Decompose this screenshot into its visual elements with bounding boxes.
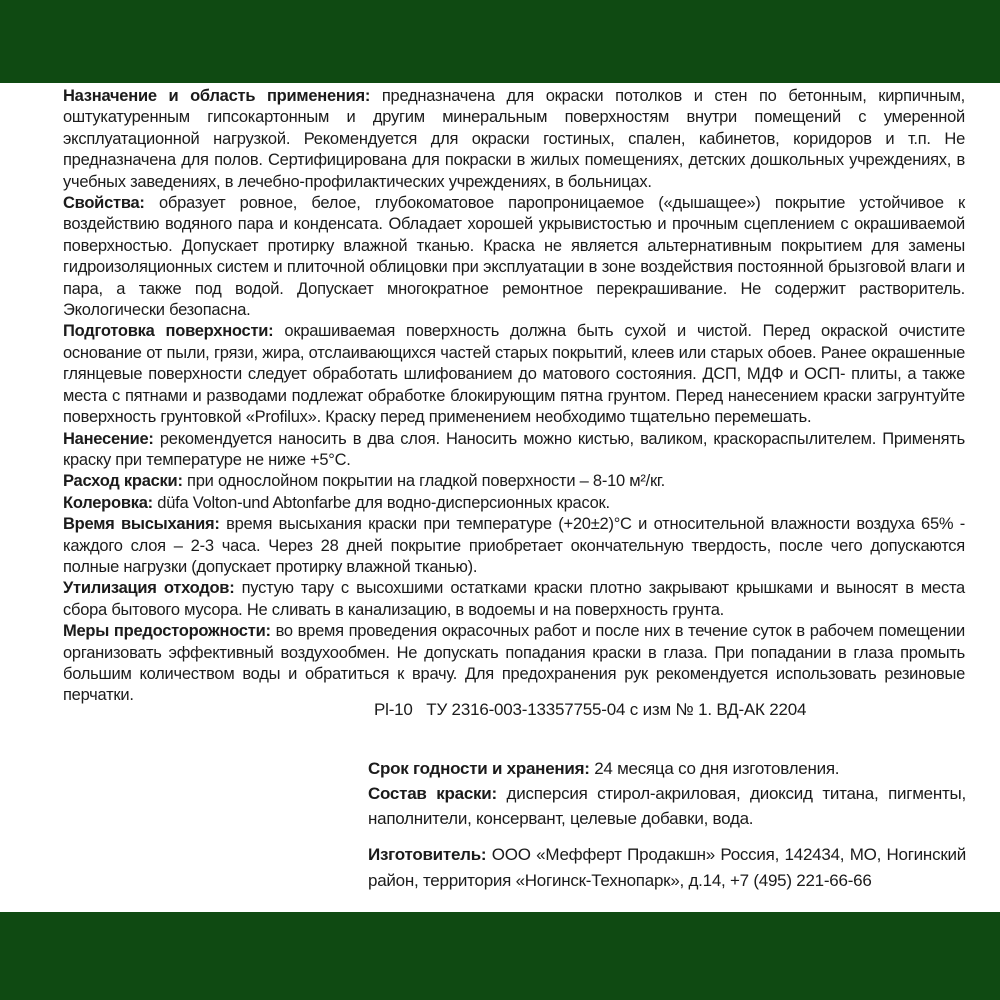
manufacturer-label: Изготовитель: (368, 845, 487, 864)
section-consumption-text: при однослойном покрытии на гладкой поверхности – 8-10 м²/кг. (187, 472, 666, 491)
manufacturer-block (368, 842, 966, 894)
section-consumption-label: Расход краски: (63, 472, 183, 491)
section-properties-label: Свойства: (63, 194, 145, 213)
section-surface-prep-label: Подготовка поверхности: (63, 322, 274, 341)
section-application-text: рекомендуется наносить в два слоя. Наносить можно кистью, валиком, краскораспылителем. Применять краску при температуре не ниже +5°С. (63, 429, 965, 469)
section-surface-prep-text: окрашиваемая поверхность должна быть сухой и чистой. Перед окраской очистите основание от пыли, грязи, жира, отслаивающихся частей старых покрытий, клеев или старых обоев. Ранее окрашенные глянцевые поверхности следует обработать шлифованием до матового состояния. ДСП, МДФ и ОСП- плиты, а также места с пятнами и разводами подлежат обработке блокирующим пятна грунтом. Перед нанесением краски загрунтуйте поверхность грунтовкой «Profilux». Краску перед применением необходимо тщательно перемешать. (63, 322, 965, 427)
shelf-life-row (368, 756, 966, 781)
section-properties-text: образует ровное, белое, глубокоматовое паропроницаемое («дышащее») покрытие устойчивое к воздействию водяного пара и конденсата. Обладает хорошей укрывистостью и прочным сцеплением с окрашиваемой поверхностью. Допускает протирку влажной тканью. Краска не является альтернативным покрытием для замены гидроизоляционных систем и плиточной облицовки при эксплуатации в зоне воздействия постоянной брызговой влаги и пара, а также под водой. Допускает многократное ремонтное перекрашивание. Не содержит растворитель. Экологически безопасна. (63, 194, 965, 320)
shelf-life-text: 24 месяца со дня изготовления. (594, 759, 840, 778)
section-precautions-label: Меры предосторожности: (63, 622, 271, 641)
section-drying-time-text: время высыхания краски при температуре (+20±2)°С и относительной влажности воздуха 65% - каждого слоя – 2-3 часа. Через 28 дней покрытие приобретает окончательную твердость, после чего допускаются полные нагрузки (допускает протирку влажной тканью). (63, 515, 965, 576)
section-drying-time (63, 514, 965, 578)
section-drying-time-label: Время высыхания: (63, 515, 220, 534)
tu-standard-line: Pl-10 ТУ 2316-003-13357755-04 с изм № 1. ВД-АК 2204 (374, 700, 807, 719)
storage-and-composition-block (368, 756, 966, 831)
section-surface-prep (63, 321, 965, 428)
section-consumption (63, 471, 965, 492)
shelf-life-label: Срок годности и хранения: (368, 759, 590, 778)
top-green-bar (0, 0, 1000, 83)
bottom-green-bar (0, 912, 1000, 1000)
section-precautions-text: во время проведения окрасочных работ и после них в течение суток в рабочем помещении организовать эффективный воздухообмен. Не допускать попадания краски в глаза. При попадании в глаза промыть большим количеством воды и обратиться к врачу. Для предохранения рук рекомендуется использовать резиновые перчатки. (63, 622, 966, 705)
section-application (63, 429, 965, 472)
section-waste-disposal-label: Утилизация отходов: (63, 579, 235, 598)
section-application-label: Нанесение: (63, 429, 154, 448)
label-body-text (63, 86, 965, 707)
section-purpose-label: Назначение и область применения: (63, 87, 371, 105)
manufacturer-text: ООО «Мефферт Продакшн» Россия, 142434, МО, Ногинский район, территория «Ногинск-Технопарк», д.14, +7 (495) 221-66-66 (368, 845, 966, 890)
manufacturer-row (368, 842, 966, 894)
section-tinting-label: Колеровка: (63, 493, 153, 512)
section-purpose-text: предназначена для окраски потолков и стен по бетонным, кирпичным, оштукатуренным гипсокартонным и другим минеральным поверхностям внутри помещений с умеренной эксплуатационной нагрузкой. Рекомендуется для окраски гостиных, спален, кабинетов, коридоров и т.п. Не предназначена для полов. Сертифицирована для покраски в жилых помещениях, детских дошкольных учреждениях, в учебных заведениях, в лечебно-профилактических учреждениях, в больницах. (63, 87, 965, 191)
section-waste-disposal (63, 578, 965, 621)
section-waste-disposal-text: пустую тару с высохшими остатками краски плотно закрывают крышками и выносят в места сбора бытового мусора. Не сливать в канализацию, в водоемы и на поверхность грунта. (63, 579, 965, 619)
section-tinting-text: düfa Volton-und Abtonfarbe для водно-дисперсионных красок. (157, 493, 610, 512)
section-properties (63, 193, 965, 321)
section-purpose (63, 86, 965, 193)
composition-label: Состав краски: (368, 784, 497, 803)
section-precautions (63, 621, 965, 707)
composition-row (368, 781, 966, 831)
composition-text: дисперсия стирол-акриловая, диоксид титана, пигменты, наполнители, консервант, целевые добавки, вода. (368, 784, 966, 828)
section-tinting (63, 493, 965, 514)
